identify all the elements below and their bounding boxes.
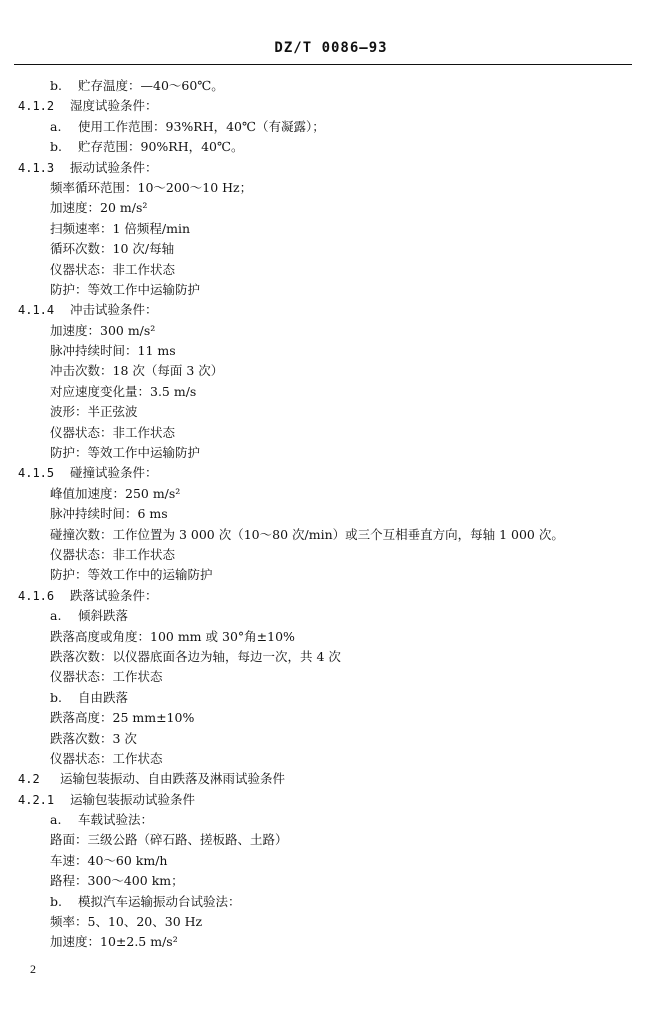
line-text: 跌落次数：3 次 (50, 730, 137, 746)
text-line (0, 280, 662, 300)
line-text: 脉冲持续时间：11 ms (50, 343, 176, 359)
text-line (0, 688, 662, 708)
text-line (0, 117, 662, 137)
line-text: 循环次数：10 次/每轴 (50, 241, 175, 257)
text-line (0, 627, 662, 647)
item-label: a. (50, 118, 62, 134)
line-text: 扫频速率：1 倍频程/min (50, 220, 191, 236)
line-text: 防护：等效工作中的运输防护 (50, 567, 213, 583)
line-text: 自由跌落 (78, 689, 129, 705)
line-text: 冲击试验条件： (70, 302, 158, 318)
line-text: 模拟汽车运输振动台试验法： (78, 893, 241, 909)
line-text: 峰值加速度：250 m/s² (50, 485, 181, 501)
item-label: a. (50, 608, 62, 624)
text-line (0, 239, 662, 259)
line-text: 仪器状态：非工作状态 (50, 261, 176, 277)
text-line (0, 96, 662, 116)
text-line (0, 729, 662, 749)
clause-number: 4.1.6 (18, 588, 55, 603)
text-line (0, 667, 662, 687)
line-text: 运输包装振动试验条件 (70, 791, 196, 807)
text-line (0, 790, 662, 810)
text-line (0, 851, 662, 871)
text-line (0, 484, 662, 504)
clause-number: 4.1.5 (18, 466, 55, 481)
line-text: 仪器状态：工作状态 (50, 669, 163, 685)
clause-number: 4.1.3 (18, 160, 55, 175)
line-text: 跌落试验条件： (70, 587, 158, 603)
text-line (0, 219, 662, 239)
text-line (0, 586, 662, 606)
text-line (0, 565, 662, 585)
text-line (0, 158, 662, 178)
clause-number: 4.1.4 (18, 303, 55, 318)
line-text: 跌落高度：25 mm±10% (50, 710, 195, 726)
text-line (0, 382, 662, 402)
line-text: 贮存温度：—40～60℃。 (78, 78, 224, 93)
standard-code-header: DZ/T 0086—93 (274, 40, 388, 56)
line-text: 湿度试验条件： (70, 98, 158, 114)
line-text: 贮存范围：90%RH，40℃。 (78, 139, 244, 155)
text-line (0, 178, 662, 198)
text-line (0, 463, 662, 483)
text-line (0, 402, 662, 422)
line-text: 仪器状态：非工作状态 (50, 546, 176, 562)
text-line (0, 198, 662, 218)
clause-number: 4.2 (18, 772, 40, 787)
line-text: 仪器状态：非工作状态 (50, 424, 176, 440)
line-text: 倾斜跌落 (78, 608, 129, 624)
text-line (0, 300, 662, 320)
line-text: 跌落次数：以仪器底面各边为轴，每边一次，共 4 次 (50, 648, 341, 664)
text-line (0, 708, 662, 728)
text-line (0, 647, 662, 667)
text-line (0, 443, 662, 463)
item-label: b. (50, 893, 62, 909)
text-line (0, 137, 662, 157)
text-line (0, 504, 662, 524)
text-line (0, 321, 662, 341)
text-line (0, 260, 662, 280)
item-label: b. (50, 78, 62, 93)
text-line (0, 525, 662, 545)
item-label: b. (50, 689, 62, 705)
line-text: 使用工作范围：93%RH，40℃（有凝露）； (78, 118, 325, 134)
text-line (0, 871, 662, 891)
line-text: 运输包装振动、自由跌落及淋雨试验条件 (60, 771, 286, 787)
text-line (0, 892, 662, 912)
text-line (0, 810, 662, 830)
item-label: b. (50, 139, 62, 155)
line-text: 脉冲持续时间：6 ms (50, 506, 168, 522)
line-text: 频率：5、10、20、30 Hz (50, 914, 203, 930)
text-line (0, 932, 662, 952)
line-text: 防护：等效工作中运输防护 (50, 445, 201, 461)
line-text: 车速：40～60 km/h (50, 852, 168, 868)
text-line (0, 341, 662, 361)
text-line (0, 749, 662, 769)
text-line (0, 361, 662, 381)
line-text: 碰撞试验条件： (70, 465, 158, 481)
line-text: 仪器状态：工作状态 (50, 750, 163, 766)
line-text: 对应速度变化量：3.5 m/s (50, 383, 197, 399)
line-text: 加速度：300 m/s² (50, 322, 156, 338)
line-text: 加速度：10±2.5 m/s² (50, 934, 178, 950)
text-line (0, 912, 662, 932)
text-line (0, 545, 662, 565)
text-line (0, 830, 662, 850)
line-text: 频率循环范围：10～200～10 Hz； (50, 179, 253, 195)
line-text: 跌落高度或角度：100 mm 或 30°角±10% (50, 628, 295, 644)
text-line (0, 76, 662, 96)
line-text: 冲击次数：18 次（每面 3 次） (50, 363, 224, 379)
line-text: 碰撞次数：工作位置为 3 000 次（10～80 次/min）或三个互相垂直方向，每轴 1 000 次。 (50, 526, 564, 542)
header-rule (14, 64, 632, 65)
body-text (0, 76, 662, 953)
clause-number: 4.1.2 (18, 99, 55, 114)
line-text: 路程：300～400 km； (50, 873, 184, 889)
line-text: 加速度：20 m/s² (50, 200, 148, 216)
line-text: 车载试验法： (78, 812, 154, 828)
clause-number: 4.2.1 (18, 792, 55, 807)
line-text: 防护：等效工作中运输防护 (50, 281, 201, 297)
page-number: 2 (30, 962, 36, 976)
item-label: a. (50, 812, 62, 828)
text-line (0, 423, 662, 443)
text-line (0, 606, 662, 626)
line-text: 路面：三级公路（碎石路、搓板路、土路） (50, 832, 288, 848)
text-line (0, 769, 662, 789)
line-text: 振动试验条件： (70, 159, 158, 175)
line-text: 波形：半正弦波 (50, 404, 138, 420)
